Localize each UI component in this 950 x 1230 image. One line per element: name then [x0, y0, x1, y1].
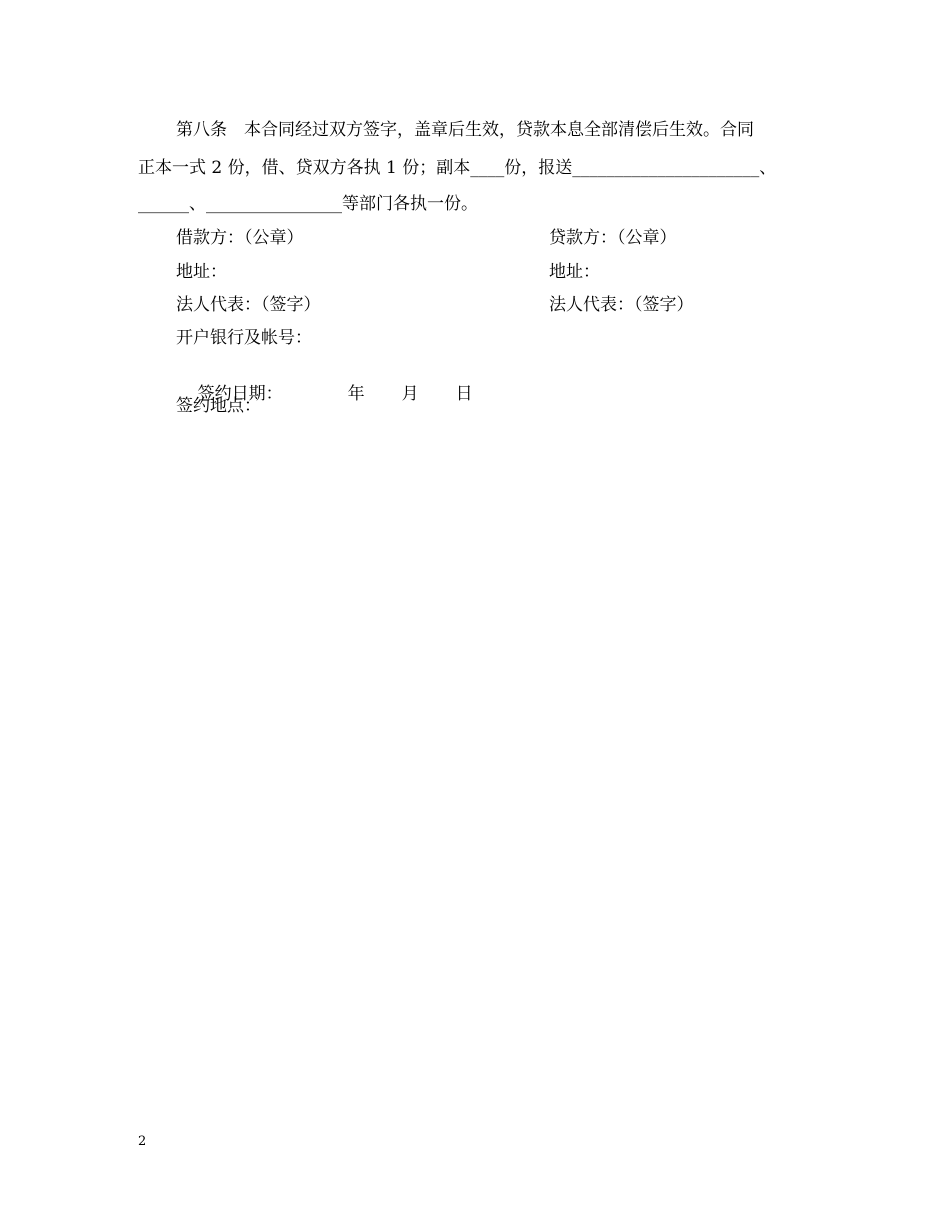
- borrower-address-label: 地址：: [176, 262, 227, 282]
- article-line-1: 第八条 本合同经过双方签字，盖章后生效，贷款本息全部清偿后生效。合同: [176, 120, 754, 140]
- lender-address-label: 地址：: [549, 262, 600, 282]
- date-year-label: 年: [347, 384, 365, 404]
- article-line-2: 正本一式 2 份，借、贷双方各执 1 份；副本____份，报送______________________、: [138, 158, 777, 178]
- sign-date-row: [176, 361, 473, 427]
- sign-date-label: 签约日期：: [197, 384, 283, 404]
- article-line-3: ______、________________等部门各执一份。: [138, 194, 478, 214]
- borrower-representative-label: 法人代表：（签字）: [176, 295, 321, 315]
- lender-representative-label: 法人代表：（签字）: [549, 295, 694, 315]
- date-month-label: 月: [401, 384, 419, 404]
- lender-seal-label: 贷款方：（公章）: [549, 228, 677, 248]
- sign-place-label: 签约地点：: [176, 396, 261, 416]
- borrower-seal-label: 借款方：（公章）: [176, 228, 304, 248]
- date-day-label: 日: [455, 384, 473, 404]
- bank-account-label: 开户银行及帐号：: [176, 328, 312, 348]
- page-number: 2: [138, 1134, 147, 1149]
